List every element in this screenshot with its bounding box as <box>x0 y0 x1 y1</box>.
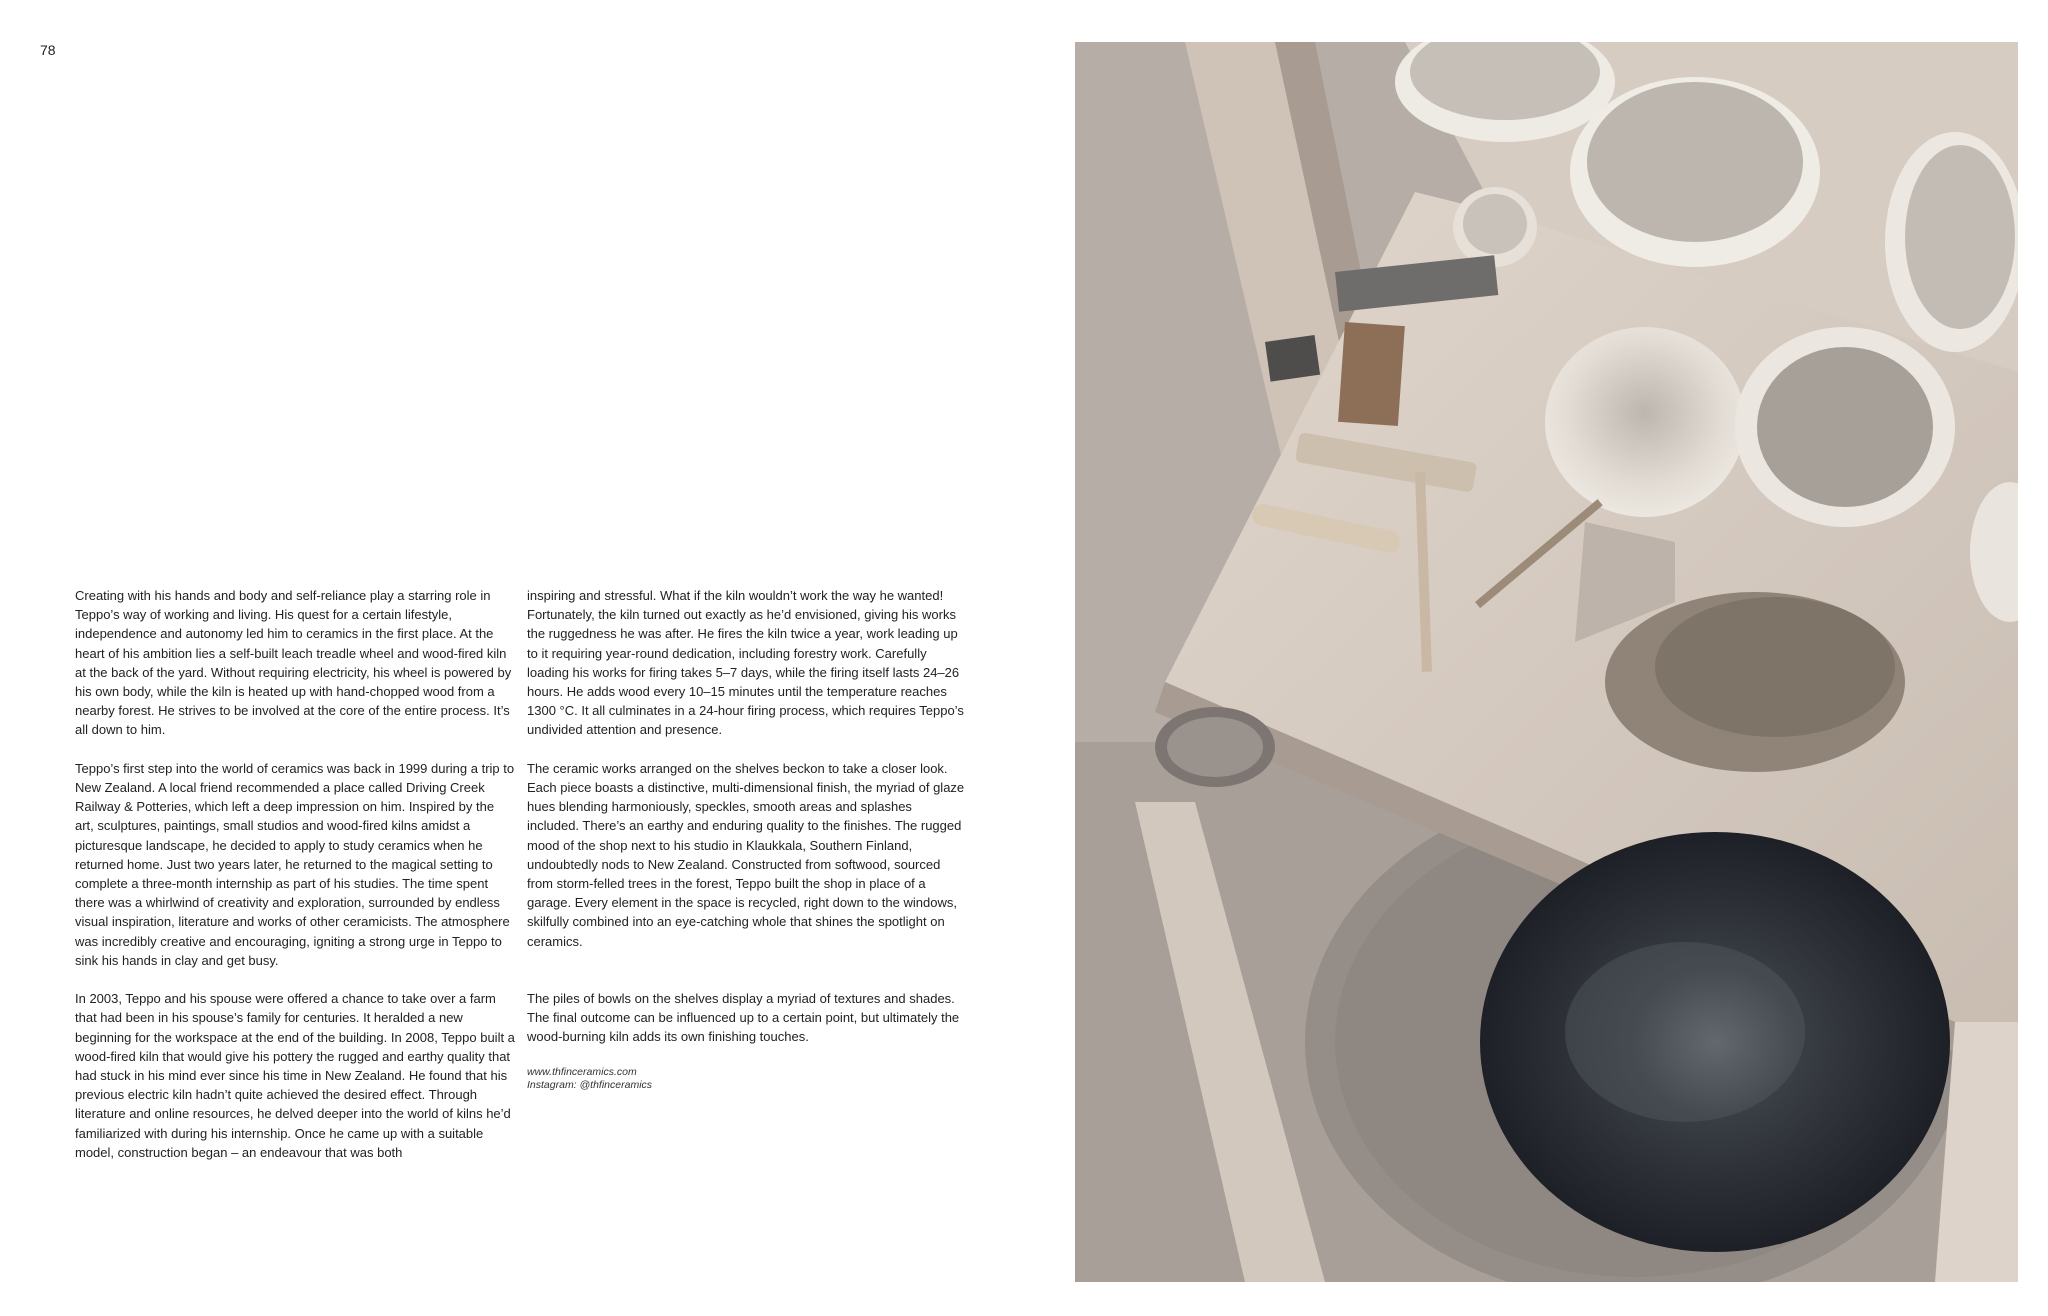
paragraph: The piles of bowls on the shelves display a myriad of textures and shades. The final outcome can be influenced up to a certain point, but ultimately the wood-burning kiln adds its own finishing touches. <box>527 990 960 1045</box>
website-link[interactable]: www.thfinceramics.com <box>527 1065 637 1078</box>
paragraph: In 2003, Teppo and his spouse were offered a chance to take over a farm that had been in his spouse’s family for centuries. It heralded a new beginning for the workspace at the end of the building. In 2008, Teppo built a wood-fired kiln that would give his pottery the rugged and earthy quality that had stuck in his mind ever since his time in New Zealand. He found that his previous electric kiln hadn’t quite achieved the desired effect. Through literature and online resources, he delved deeper into the world of kilns he’d familiarized with during his internship. Once he came up with a suitable model, construction began – an endeavour that was both <box>75 991 515 1160</box>
paragraph: The ceramic works arranged on the shelves beckon to take a closer look. Each piece boasts a distinctive, multi-dimensional finish, the myriad of glaze hues blending harmoniously, speckles, smooth areas and splashes included. There’s an earthy and enduring quality to the finishes. The rugged mood of the shop next to his studio in Klaukkala, Southern Finland, undoubtedly nods to New Zealand. Constructed from softwood, sourced from storm-felled trees in the forest, Teppo built the shop in place of a garage. Every element in the space is recycled, right down to the windows, skilfully combined into an eye-catching whole that shines the spotlight on ceramics. <box>527 760 965 949</box>
pottery-workshop-photo <box>1075 42 2018 1282</box>
credits <box>527 1066 967 1092</box>
instagram-handle[interactable]: Instagram: @thfinceramics <box>527 1078 653 1091</box>
article-column-left <box>75 586 515 1181</box>
paragraph: inspiring and stressful. What if the kiln wouldn’t work the way he wanted! Fortunately, the kiln turned out exactly as he’d envisioned, giving his works the ruggedness he was after. He fires the kiln twice a year, work leading up to it requiring year-round dedication, including forestry work. Carefully loading his works for firing takes 5–7 days, while the firing itself lasts 24–26 hours. He adds wood every 10–15 minutes until the temperature reaches 1300 °C. It all culminates in a 24-hour firing process, which requires Teppo’s undivided attention and presence. <box>527 588 964 738</box>
article-column-right <box>527 586 967 1092</box>
paragraph: Teppo’s first step into the world of ceramics was back in 1999 during a trip to New Zealand. A local friend recommended a place called Driving Creek Railway & Potteries, which left a deep impression on him. Inspired by the art, sculptures, paintings, small studios and wood-fired kilns amidst a picturesque landscape, he decided to apply to study ceramics when he returned home. Just two years later, he returned to the magical setting to complete a three-month internship as part of his studies. The time spent there was a whirlwind of creativity and exploration, surrounded by endless visual inspiration, literature and works of other ceramicists. The atmosphere was incredibly creative and encouraging, igniting a strong urge in Teppo to sink his hands in clay and get busy. <box>75 760 515 968</box>
paragraph: Creating with his hands and body and self-reliance play a starring role in Teppo’s way of working and living. His quest for a certain lifestyle, independence and autonomy led him to ceramics in the first place. At the heart of his ambition lies a self-built leach treadle wheel and wood-fired kiln at the back of the yard. Without requiring electricity, his wheel is powered by his own body, while the kiln is heated up with hand-chopped wood from a nearby forest. He strives to be involved at the core of the entire process. It’s all down to him. <box>75 588 512 738</box>
page-number: 78 <box>40 42 56 58</box>
